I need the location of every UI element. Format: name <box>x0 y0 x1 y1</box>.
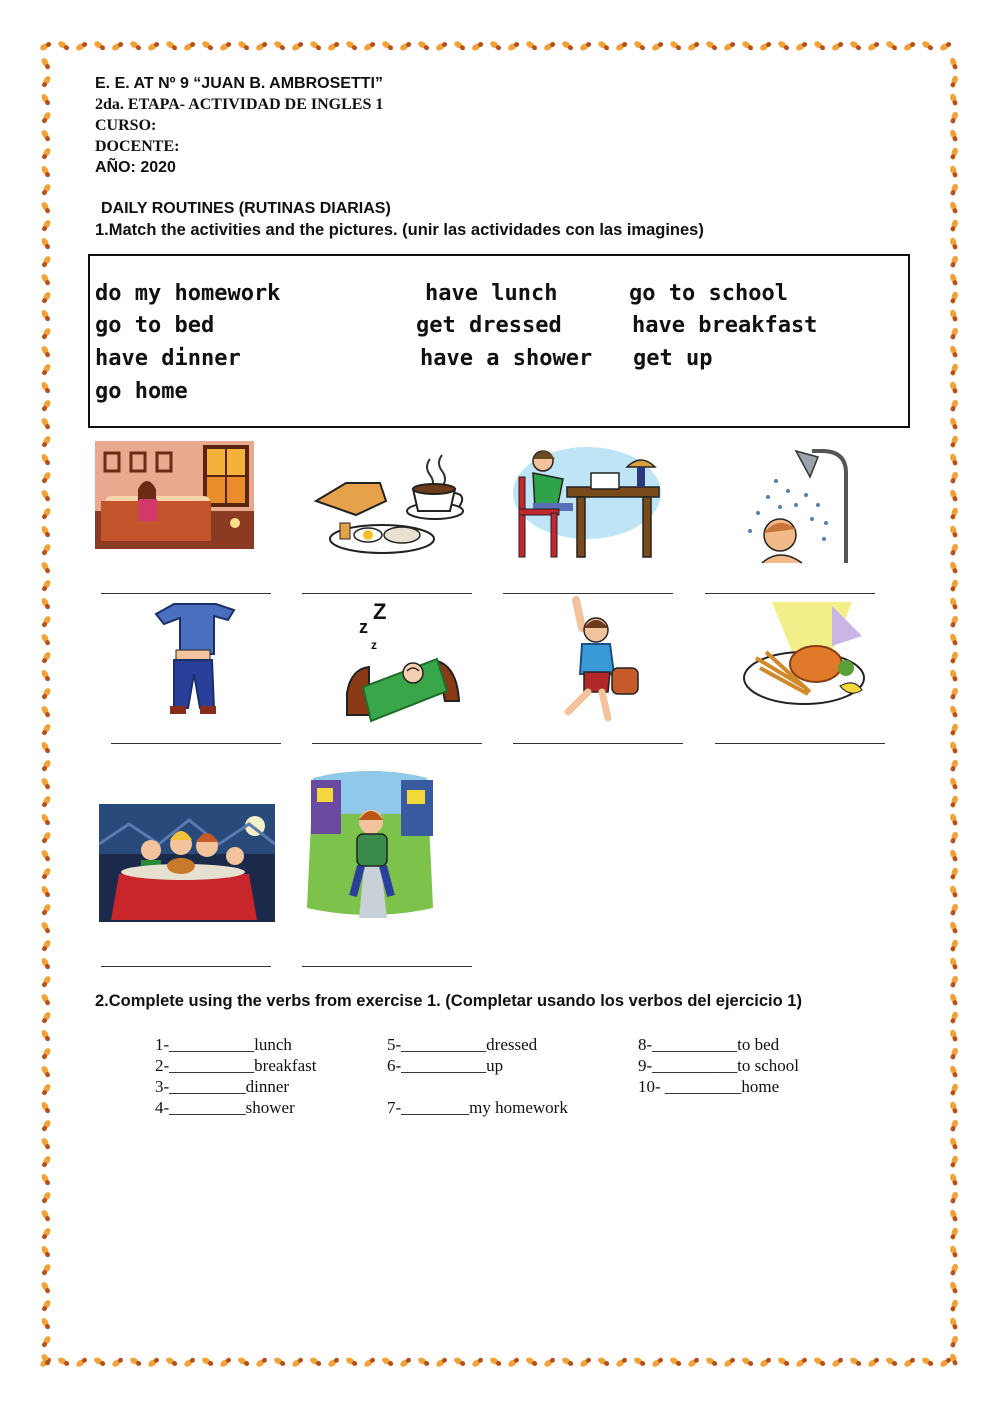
word-get-dressed: get dressed <box>416 313 562 338</box>
svg-text:z: z <box>359 617 368 637</box>
teacher-label: DOCENTE: <box>95 138 180 155</box>
exercise2-item-3[interactable]: 3-_________dinner <box>155 1077 290 1096</box>
school-name: E. E. AT Nº 9 “JUAN B. AMBROSETTI” <box>95 75 383 92</box>
picture-have-dinner <box>99 804 275 922</box>
word-have-breakfast: have breakfast <box>632 313 818 338</box>
exercise2-item-10[interactable]: 10- _________home <box>638 1077 780 1096</box>
answer-line[interactable] <box>513 743 683 744</box>
word-have-a-shower: have a shower <box>420 346 593 371</box>
year-label: AÑO: 2020 <box>95 159 176 176</box>
answer-line[interactable] <box>101 966 271 967</box>
answer-line[interactable] <box>111 743 281 744</box>
svg-text:Z: Z <box>373 601 387 624</box>
picture-have-lunch <box>742 602 866 710</box>
section-title: DAILY ROUTINES (RUTINAS DIARIAS) <box>101 200 391 217</box>
word-go-to-bed: go to bed <box>95 313 215 338</box>
answer-line[interactable] <box>503 593 673 594</box>
picture-get-dressed <box>150 598 240 718</box>
picture-have-shower <box>736 447 860 565</box>
stage-label: 2da. ETAPA- ACTIVIDAD DE INGLES 1 <box>95 96 384 113</box>
word-do-my-homework: do my homework <box>95 281 281 306</box>
picture-do-homework <box>511 443 663 563</box>
exercise2-item-8[interactable]: 8-__________to bed <box>638 1035 780 1054</box>
exercise1-instruction: 1.Match the activities and the pictures. (unir las actividades con las imagines) <box>95 221 704 239</box>
answer-line[interactable] <box>705 593 875 594</box>
exercise2-instruction: 2.Complete using the verbs from exercise 1. (Completar usando los verbos del ejercicio 1) <box>95 992 802 1010</box>
answer-line[interactable] <box>302 966 472 967</box>
answer-line[interactable] <box>302 593 472 594</box>
answer-line[interactable] <box>312 743 482 744</box>
word-get-up: get up <box>633 346 713 371</box>
picture-get-up <box>95 441 254 549</box>
answer-line[interactable] <box>715 743 885 744</box>
exercise2-item-2[interactable]: 2-__________breakfast <box>155 1056 317 1075</box>
exercise2-item-9[interactable]: 9-__________to school <box>638 1056 800 1075</box>
word-go-home: go home <box>95 379 188 404</box>
picture-go-to-school <box>554 596 644 724</box>
picture-go-home <box>305 768 436 920</box>
picture-go-to-bed <box>337 601 465 725</box>
exercise2-item-6[interactable]: 6-__________up <box>387 1056 504 1075</box>
picture-have-breakfast <box>310 449 468 557</box>
word-have-lunch: have lunch <box>425 281 558 306</box>
exercise2-item-1[interactable]: 1-__________lunch <box>155 1035 292 1054</box>
word-have-dinner: have dinner <box>95 346 241 371</box>
answer-line[interactable] <box>101 593 271 594</box>
exercise2-item-4[interactable]: 4-_________shower <box>155 1098 295 1117</box>
exercise2-item-5[interactable]: 5-__________dressed <box>387 1035 538 1054</box>
course-label: CURSO: <box>95 117 157 134</box>
svg-text:z: z <box>371 638 377 652</box>
exercise2-item-7[interactable]: 7-________my homework <box>387 1098 568 1117</box>
word-go-to-school: go to school <box>629 281 788 306</box>
